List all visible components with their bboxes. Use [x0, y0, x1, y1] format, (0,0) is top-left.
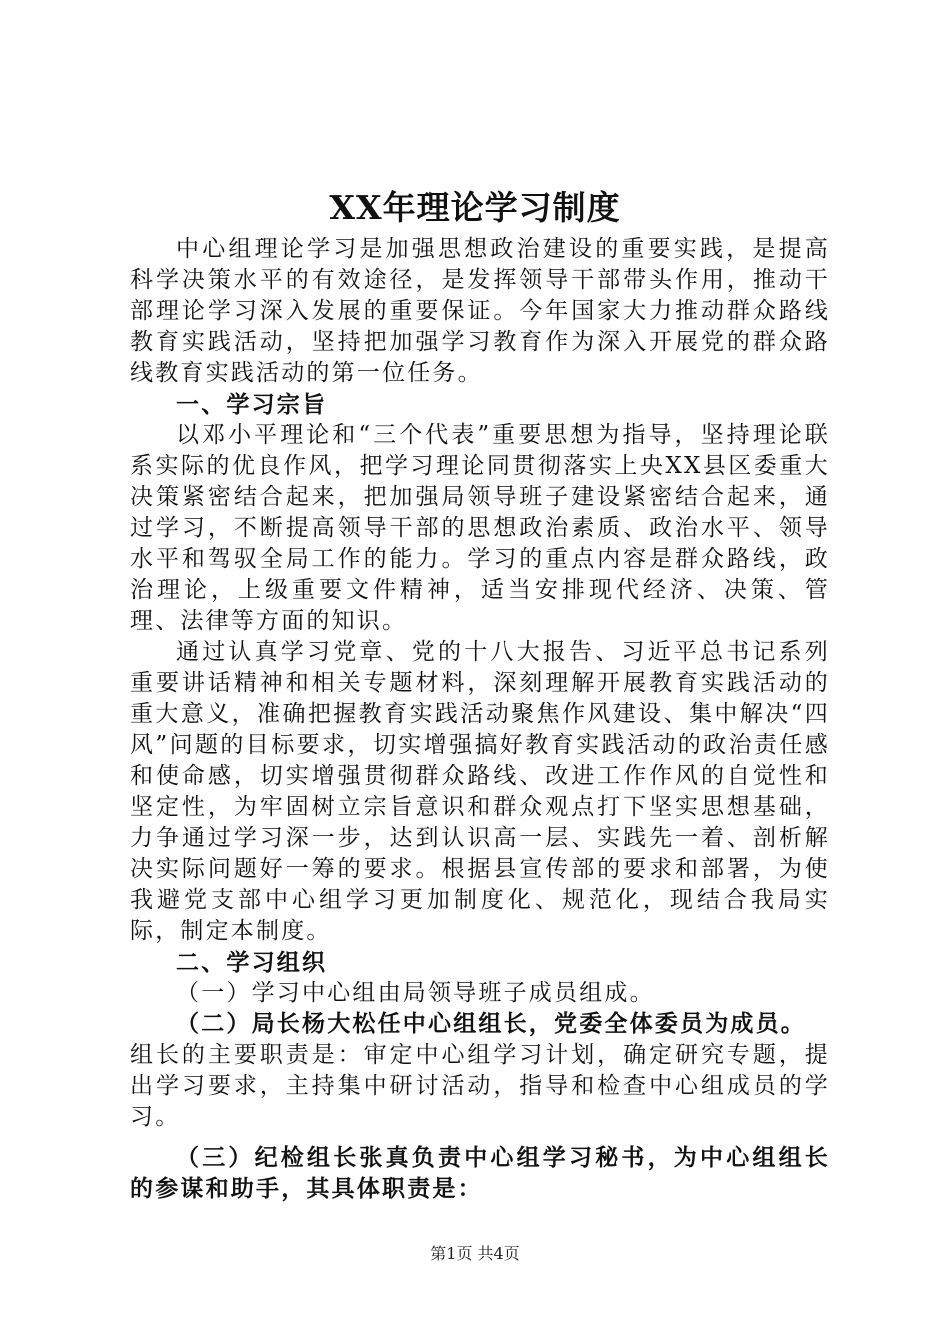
organization-item-2: （二）局长杨大松任中心组组长，党委全体委员为成员。 [176, 1011, 806, 1037]
page-title: XX年理论学习制度 [329, 188, 621, 227]
document-body [130, 234, 830, 1205]
section-heading-organization: 二、学习组织 [176, 949, 328, 976]
section-heading-purpose: 一、学习宗旨 [176, 391, 328, 418]
organization-item-2-detail: 组长的主要职责是：审定中心组学习计划，确定研究专题，提出学习要求，主持集中研讨活动，指导和检查中心组成员的学习。 [130, 1042, 830, 1130]
page-number-footer: 第1页 共4页 [430, 1244, 520, 1263]
purpose-paragraph-2: 通过认真学习党章、党的十八大报告、习近平总书记系列重要讲话精神和相关专题材料，深刻理解开展教育实践活动的重大意义，准确把握教育实践活动聚焦作风建设、集中解决“四风”问题的目标要求，切实增强搞好教育实践活动的政治责任感和使命感，切实增强贯彻群众路线、改进工作作风的自觉性和坚定性，为牢固树立宗旨意识和群众观点打下坚实思想基础，力争通过学习深一步，达到认识高一层、实践先一着、剖析解决实际问题好一筹的要求。根据县宣传部的要求和部署，为使我避党支部中心组学习更加制度化、规范化，现结合我局实际，制定本制度。 [130, 639, 830, 944]
purpose-paragraph-1: 以邓小平理论和“三个代表”重要思想为指导，坚持理论联系实际的优良作风，把学习理论同贯彻落实上央XX县区委重大决策紧密结合起来，把加强局领导班子建设紧密结合起来，通过学习，不断提高领导干部的思想政治素质、政治水平、领导水平和驾驭全局工作的能力。学习的重点内容是群众路线，政治理论，上级重要文件精神，适当安排现代经济、决策、管理、法律等方面的知识。 [130, 422, 830, 634]
organization-item-3: （三）纪检组长张真负责中心组学习秘书，为中心组组长的参谋和助手，其具体职责是： [130, 1145, 830, 1202]
organization-item-1: （一）学习中心组由局领导班子成员组成。 [176, 980, 655, 1006]
intro-paragraph: 中心组理论学习是加强思想政治建设的重要实践，是提高科学决策水平的有效途径，是发挥领导干部带头作用，推动干部理论学习深入发展的重要保证。今年国家大力推动群众路线教育实践活动，坚持把加强学习教育作为深入开展党的群众路线教育实践活动的第一位任务。 [130, 236, 830, 386]
